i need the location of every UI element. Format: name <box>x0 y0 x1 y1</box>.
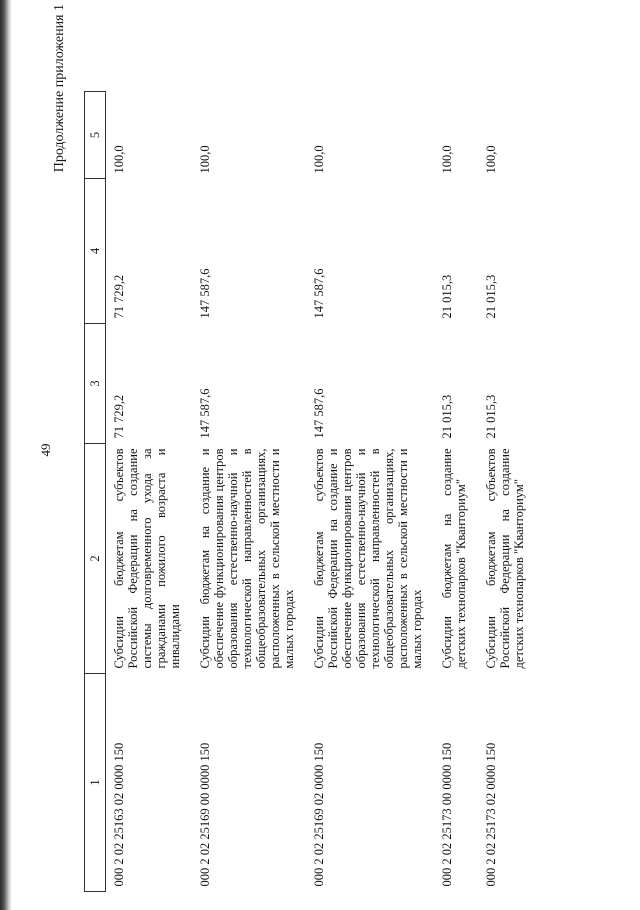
header-col-5: 5 <box>85 92 106 179</box>
value-col-3: 21 015,3 <box>484 394 498 439</box>
value-col-3: 21 015,3 <box>440 394 454 439</box>
budget-code: 000 2 02 25163 02 0000 150 <box>112 742 126 887</box>
table-row <box>434 92 478 892</box>
table-row <box>478 92 536 892</box>
value-col-4: 21 015,3 <box>440 274 454 319</box>
value-col-5: 100,0 <box>312 145 326 174</box>
budget-code: 000 2 02 25173 02 0000 150 <box>484 742 498 887</box>
description: Субсидии бюджетам субъектов Российской Федерации на создание детских технопарков "Кванториум" <box>484 448 526 669</box>
value-col-5: 100,0 <box>112 145 126 174</box>
budget-code: 000 2 02 25169 00 0000 150 <box>198 742 212 887</box>
value-col-5: 100,0 <box>198 145 212 174</box>
value-col-4: 21 015,3 <box>484 274 498 319</box>
appendix-title: Продолжение приложения 1 <box>52 4 67 173</box>
table-row <box>106 92 193 892</box>
description: Субсидии бюджетам субъектов Российской Федерации на создание системы долговременного ухода за гражданами пожилого возраста и инвалидами <box>112 448 182 669</box>
value-col-4: 71 729,2 <box>112 274 126 319</box>
header-col-3: 3 <box>85 324 106 444</box>
value-col-5: 100,0 <box>440 145 454 174</box>
value-col-3: 147 587,6 <box>198 388 212 439</box>
budget-code: 000 2 02 25169 02 0000 150 <box>312 742 326 887</box>
value-col-4: 147 587,6 <box>312 268 326 319</box>
page-number: 49 <box>38 443 53 457</box>
header-col-1: 1 <box>85 674 106 892</box>
budget-table <box>84 91 536 892</box>
table-row <box>192 92 306 892</box>
description: Субсидии бюджетам субъектов Российской Федерации на создание и обеспечение функционирования центров образования естественно-научной и технологической направленностей в общеобразовательных организациях, расположенных в сельской местности и малых городах <box>312 448 424 669</box>
header-col-2: 2 <box>85 444 106 674</box>
value-col-4: 147 587,6 <box>198 268 212 319</box>
description: Субсидии бюджетам на создание и обеспечение функционирования центров образования естественно-научной и технологической направленностей в общеобразовательных организациях, расположенных в сельской местности и малых городах <box>198 448 296 669</box>
description: Субсидии бюджетам на создание детских технопарков "Кванториум" <box>440 448 468 669</box>
value-col-3: 71 729,2 <box>112 394 126 439</box>
value-col-3: 147 587,6 <box>312 388 326 439</box>
header-col-4: 4 <box>85 179 106 324</box>
table-header <box>85 92 106 892</box>
table-row <box>306 92 434 892</box>
budget-code: 000 2 02 25173 00 0000 150 <box>440 742 454 887</box>
value-col-5: 100,0 <box>484 145 498 174</box>
